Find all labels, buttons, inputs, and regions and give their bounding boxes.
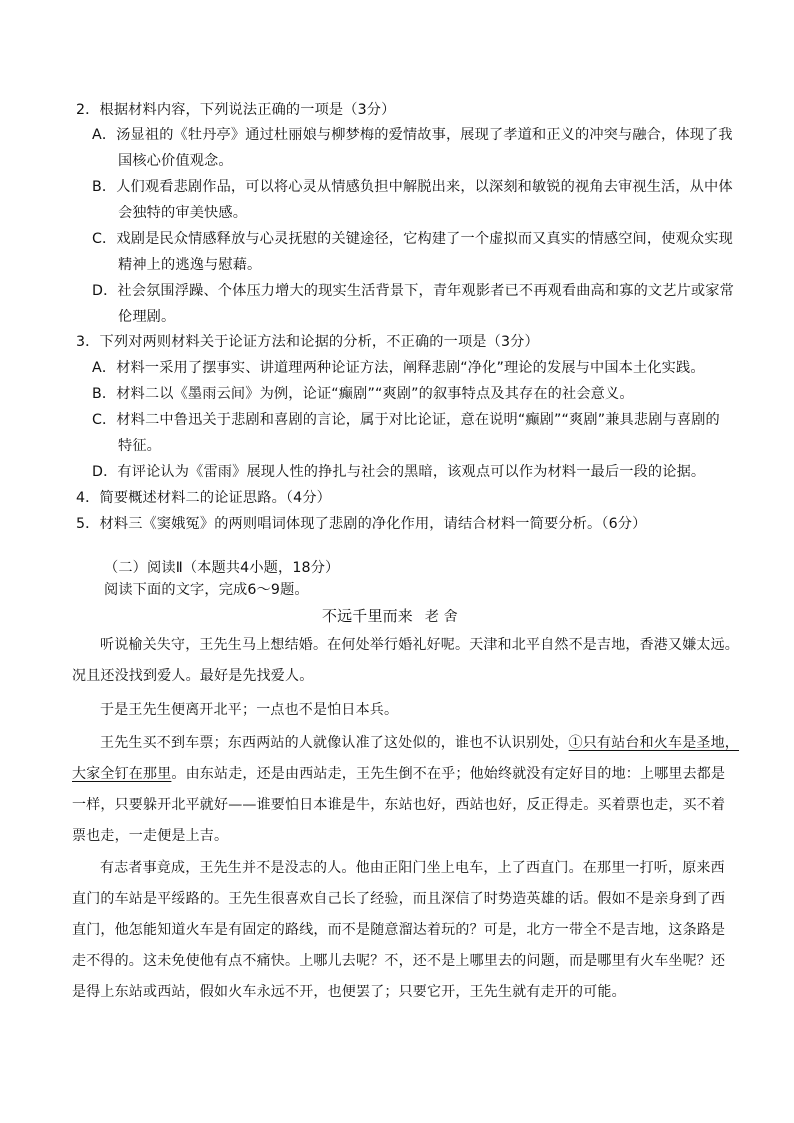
question-3-option-b: B．材料二以《墨雨云间》为例，论证“癫剧”“爽剧”的叙事特点及其存在的社会意义。	[92, 386, 634, 402]
question-3-option-a: A．材料一采用了摆事实、讲道理两种论证方法，阐释悲剧“净化”理论的发展与中国本土化实践。	[92, 360, 705, 376]
passage-p2-line1: 于是王先生便离开北平；一点也不是怕日本兵。	[100, 702, 399, 718]
question-2-option-a-cont: 国核心价值观念。	[118, 153, 233, 169]
passage-p3-line1-text: 王先生买不到车票；东西两站的人就像认准了这处似的，谁也不认识别处，	[100, 735, 569, 751]
question-3-option-c: C．材料二中鲁迅关于悲剧和喜剧的言论，属于对比论证，意在说明“癫剧”“爽剧”兼具悲剧与喜剧的	[92, 412, 720, 428]
passage-title: 不远千里而来	[322, 607, 413, 625]
passage-p4-line3: 直门，他怎能知道火车是有固定的路线，而不是随意溜达着玩的？可是，北方一带全不是吉地，这条路是	[72, 922, 726, 938]
question-2-option-d-cont: 伦理剧。	[118, 309, 176, 325]
question-2-option-b: B．人们观看悲剧作品，可以将心灵从情感负担中解脱出来，以深刻和敏锐的视角去审视生活，从中体	[92, 179, 733, 195]
question-2-option-a: A．汤显祖的《牡丹亭》通过杜丽娘与柳梦梅的爱情故事，展现了孝道和正义的冲突与融合，体现了我	[92, 127, 733, 143]
section-2-heading: （二）阅读Ⅱ（本题共4小题，18分）	[104, 560, 340, 576]
passage-p4-line4: 走不得的。这未免使他有点不痛快。上哪儿去呢？不，还不是上哪里去的问题，而是哪里有火车坐呢？还	[72, 953, 726, 969]
question-3-stem: 3．下列对两则材料关于论证方法和论据的分析，不正确的一项是（3分）	[76, 334, 539, 350]
passage-p3-line1	[100, 733, 739, 753]
section-2-instruction: 阅读下面的文字，完成6～9题。	[104, 582, 309, 598]
question-2-option-b-cont: 会独特的审美快感。	[118, 205, 248, 221]
question-2-option-c-cont: 精神上的逃逸与慰藉。	[118, 257, 262, 273]
passage-p4-line1: 有志者事竟成，王先生并不是没志的人。他由正阳门坐上电车，上了西直门。在那里一打听，原来西	[100, 860, 725, 876]
passage-title-line	[322, 606, 458, 627]
passage-p3-line2	[72, 764, 725, 784]
passage-p3-line3: 一样，只要躲开北平就好——谁要怕日本谁是牛，东站也好，西站也好，反正得走。买着票也走，买不着	[72, 797, 726, 813]
question-3-option-c-cont: 特征。	[118, 438, 162, 454]
question-5: 5．材料三《窦娥冤》的两则唱词体现了悲剧的净化作用，请结合材料一简要分析。（6分）	[76, 516, 647, 532]
question-2-stem: 2．根据材料内容，下列说法正确的一项是（3分）	[76, 102, 396, 118]
passage-p1-line2: 况且还没找到爱人。最好是先找爱人。	[72, 668, 314, 684]
passage-p4-line2: 直门的车站是平绥路的。王先生很喜欢自己长了经验，而且深信了时势造英雄的话。假如不是亲身到了西	[72, 891, 726, 907]
question-2-option-c: C．戏剧是民众情感释放与心灵抚慰的关键途径，它构建了一个虚拟而又真实的情感空间，使观众实现	[92, 231, 733, 247]
passage-p1-line1: 听说榆关失守，王先生马上想结婚。在何处举行婚礼好呢。天津和北平自然不是吉地，香港又嫌太远。	[100, 637, 739, 653]
underlined-sentence-1: ①只有站台和火车是圣地，	[568, 735, 740, 751]
passage-p3-line2-text: 。由东站走，还是由西站走，王先生倒不在乎；他始终就没有定好目的地：上哪里去都是	[171, 766, 726, 782]
question-3-option-d: D．有评论认为《雷雨》展现人性的挣扎与社会的黑暗，该观点可以作为材料一最后一段的论据。	[92, 464, 706, 480]
passage-author: 老 舍	[424, 609, 458, 625]
passage-p4-line5: 是得上东站或西站，假如火车永远不开，也便罢了；只要它开，王先生就有走开的可能。	[72, 984, 626, 1000]
question-4: 4．简要概述材料二的论证思路。（4分）	[76, 490, 331, 506]
passage-p3-line4: 票也走，一走便是上吉。	[72, 828, 229, 844]
question-2-option-d: D．社会氛围浮躁、个体压力增大的现实生活背景下，青年观影者已不再观看曲高和寡的文艺片或家常	[92, 283, 734, 299]
underlined-sentence-1-cont: 大家全钉在那里	[72, 766, 172, 782]
